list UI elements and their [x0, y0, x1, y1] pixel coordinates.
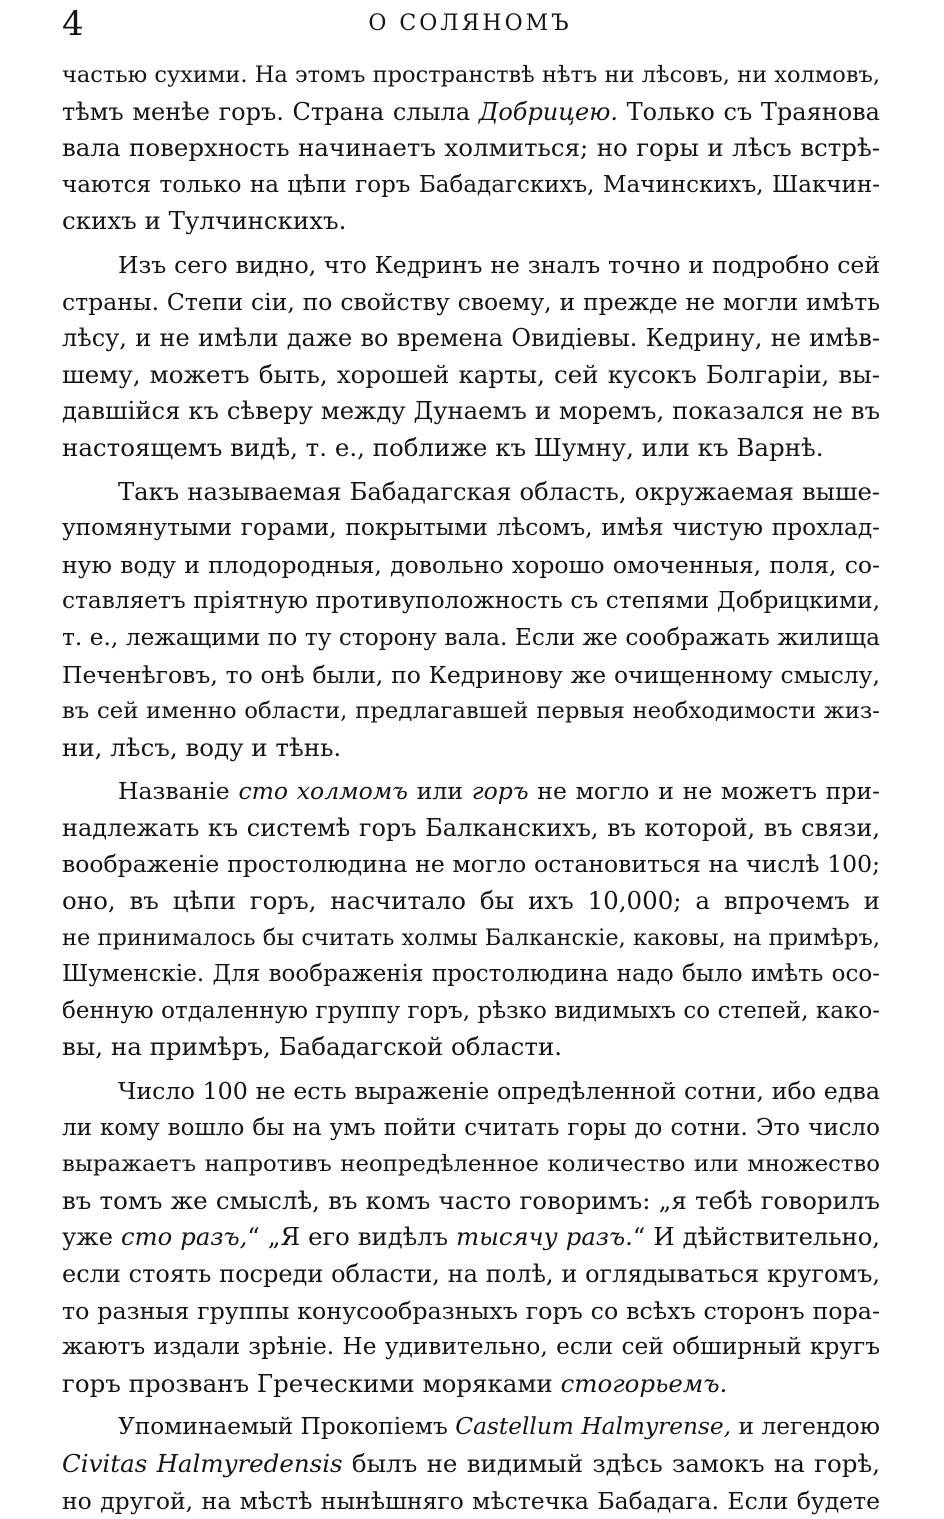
italic-text: тысячу разъ.: [456, 1222, 633, 1252]
text-line: [62, 203, 880, 240]
text-run: не могло и не можетъ при-: [528, 777, 880, 806]
page-header: [62, 4, 878, 44]
text-line: [62, 430, 880, 467]
text-run: и легендою: [731, 1413, 880, 1441]
text-run: упомянутыми горами, покрытыми лѣсомъ, имѣя чистую прохлад-: [62, 514, 880, 542]
text-run: бенную отдаленную группу горъ, рѣзко видимыхъ со степей, како-: [62, 997, 880, 1024]
text-run: Такъ называемая Бабадагская область, окружаемая выше-: [118, 476, 880, 506]
paragraph: [62, 773, 880, 1066]
italic-text: сто холмомъ: [238, 777, 408, 806]
text-run: Число 100 не есть выраженіе опредѣленной сотни, ибо едва: [118, 1077, 880, 1106]
text-run: скихъ и Тулчинскихъ.: [62, 206, 347, 236]
text-line: [62, 247, 880, 284]
text-line: [62, 320, 880, 357]
text-line: [62, 1483, 880, 1519]
italic-text: горъ: [471, 777, 529, 806]
paragraph: [62, 1409, 880, 1519]
text-run: давшійся къ сѣверу между Дунаемъ и моремъ, показался не въ: [62, 396, 880, 426]
body-text: [62, 57, 880, 1519]
running-title: О СОЛЯНОМЪ: [368, 11, 572, 36]
text-run: въ томъ же смыслѣ, въ комъ часто говоримъ: „я тебѣ говорилъ: [62, 1185, 880, 1215]
text-run: ставляетъ пріятную противуположность съ степями Добрицкими,: [62, 587, 880, 615]
italic-text: сто разъ,: [121, 1222, 248, 1252]
text-line: [62, 693, 880, 730]
text-line: [62, 583, 880, 620]
text-line: [62, 1219, 880, 1256]
paragraph-gap: [62, 1402, 880, 1409]
text-line: [62, 846, 880, 883]
text-run: вы, на примѣръ, Бабадагской области.: [62, 1032, 563, 1062]
paragraph: [62, 57, 880, 240]
text-run: но другой, на мѣстѣ нынѣшняго мѣстечка Бабадага. Если будете: [62, 1486, 880, 1515]
text-run: тѣмъ менѣе горъ. Страна слыла: [62, 97, 479, 126]
text-run: “ И дѣйствительно,: [632, 1222, 880, 1252]
text-line: [62, 1110, 880, 1147]
text-line: [62, 1183, 880, 1220]
paragraph-gap: [62, 467, 880, 474]
text-line: [62, 1293, 880, 1330]
text-line: [62, 130, 880, 167]
text-line: [62, 657, 880, 694]
paragraph-gap: [62, 240, 880, 247]
text-run: шему, можетъ быть, хорошей карты, сей кусокъ Болгаріи, вы-: [62, 359, 880, 389]
text-run: ли кому вошло бы на умъ пойти считать горы до сотни. Это число: [62, 1114, 880, 1141]
text-line: [62, 1073, 880, 1110]
text-run: надлежать къ системѣ горъ Балканскихъ, въ которой, въ связи,: [62, 813, 880, 842]
text-line: [62, 547, 880, 584]
text-line: [62, 883, 880, 920]
text-run: воображеніе простолюдина не могло остановиться на числѣ 100;: [62, 850, 880, 879]
text-run: чаются только на цѣпи горъ Бабадагскихъ, Мачинскихъ, Шакчин-: [62, 171, 880, 198]
text-run: былъ не видимый здѣсь замокъ на горѣ,: [342, 1448, 880, 1478]
text-line: [62, 620, 880, 657]
text-run: лѣсу, и не имѣли даже во времена Овидіевы. Кедрину, не имѣв-: [62, 324, 880, 353]
paragraph: [62, 474, 880, 767]
text-run: выражаетъ напротивъ неопредѣленное количество или множество: [62, 1151, 880, 1178]
text-line: [62, 393, 880, 430]
text-run: Упоминаемый Прокопіемъ: [118, 1413, 456, 1441]
text-run: “ „Я его видѣлъ: [247, 1222, 457, 1252]
text-line: [62, 956, 880, 993]
text-run: вала поверхность начинаетъ холмиться; но горы и лѣсъ встрѣ-: [62, 133, 880, 163]
text-line: [62, 920, 880, 957]
text-line: [62, 474, 880, 511]
text-run: настоящемъ видѣ, т. е., поближе къ Шумну, или къ Варнѣ.: [62, 432, 824, 462]
text-line: [62, 284, 880, 321]
text-line: [62, 1029, 880, 1066]
text-line: [62, 357, 880, 394]
text-run: ную воду и плодородныя, довольно хорошо омоченныя, поля, со-: [62, 550, 880, 579]
paragraph: [62, 247, 880, 467]
text-run: Изъ сего видно, что Кедринъ не зналъ точно и подробно сей: [118, 250, 880, 279]
text-line: [62, 94, 880, 131]
text-line: [62, 1446, 880, 1483]
italic-text: Castellum Halmyrense,: [455, 1413, 732, 1441]
text-run: то разныя группы конусообразныхъ горъ со всѣхъ сторонъ пора-: [62, 1296, 880, 1325]
italic-text: Добрицею.: [478, 97, 618, 126]
text-line: [62, 167, 880, 204]
text-run: Печенѣговъ, то онѣ были, по Кедринову же очищенному смыслу,: [62, 660, 880, 689]
text-run: Названіе: [118, 777, 239, 806]
text-line: [62, 1146, 880, 1183]
text-line: [62, 993, 880, 1030]
text-line: [62, 1329, 880, 1366]
text-run: жаютъ издали зрѣніе. Не удивительно, если сей обширный кругъ: [62, 1333, 880, 1361]
text-run: т. е., лежащими по ту сторону вала. Если же соображать жилища: [62, 623, 880, 651]
text-run: частью сухими. На этомъ пространствѣ нѣтъ ни лѣсовъ, ни холмовъ,: [62, 62, 880, 88]
text-line: [62, 1366, 880, 1403]
italic-text: стогорьемъ.: [560, 1368, 728, 1398]
text-line: [62, 730, 880, 767]
text-line: [62, 810, 880, 847]
text-run: если стоять посреди области, на полѣ, и оглядываться кругомъ,: [62, 1260, 880, 1288]
text-run: въ сей именно области, предлагавшей первыя необходимости жиз-: [62, 698, 880, 725]
text-run: уже: [62, 1222, 122, 1252]
text-run: ни, лѣсъ, воду и тѣнь.: [62, 732, 342, 762]
text-run: Шуменскіе. Для воображенія простолюдина надо было имѣть осо-: [62, 961, 880, 988]
paragraph-gap: [62, 1066, 880, 1073]
paragraph-gap: [62, 766, 880, 773]
page-number: 4: [62, 4, 84, 44]
text-run: не принималось бы считать холмы Балканскіе, каковы, на примѣръ,: [62, 924, 880, 951]
text-line: [62, 510, 880, 547]
text-run: страны. Степи сіи, по свойству своему, и прежде не могли имѣть: [62, 287, 880, 316]
text-run: горъ прозванъ Греческими моряками: [62, 1368, 561, 1398]
text-run: или: [407, 777, 472, 806]
text-line: [62, 773, 880, 810]
italic-text: Civitas Halmyredensis: [62, 1448, 343, 1478]
paragraph: [62, 1073, 880, 1402]
text-run: Только съ Траянова: [617, 97, 880, 126]
text-run: оно, въ цѣпи горъ, насчитало бы ихъ 10,000; а впрочемъ и: [62, 886, 880, 916]
text-line: [62, 57, 880, 94]
text-line: [62, 1409, 880, 1446]
text-line: [62, 1256, 880, 1293]
